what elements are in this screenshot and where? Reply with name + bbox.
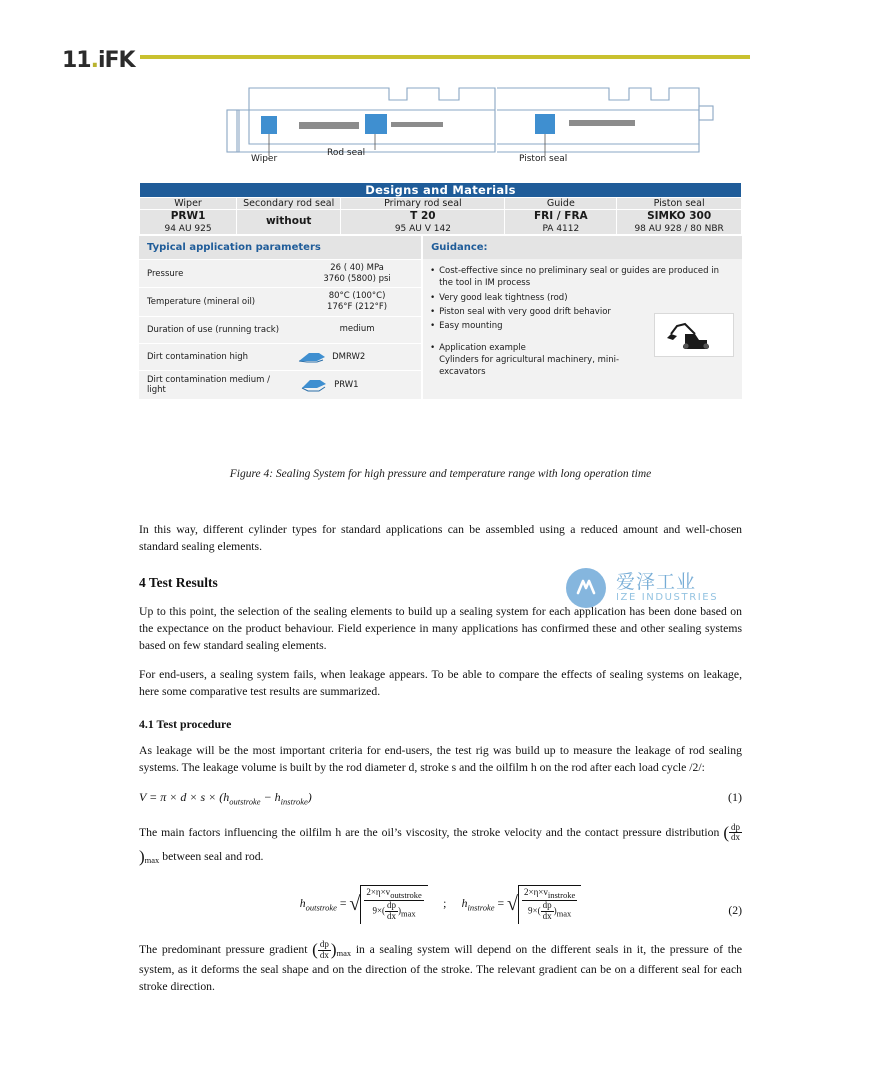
equation-2-number: (2) [728, 904, 742, 918]
num-text: 2×η×v [366, 887, 391, 898]
table-title: Designs and Materials [140, 183, 742, 198]
equation-2 [139, 885, 742, 924]
col-guide: Guide [505, 198, 617, 210]
col-piston-seal: Piston seal [617, 198, 742, 210]
table-product-row [140, 210, 742, 235]
eq2-left-sub: outstroke [305, 902, 337, 913]
fraction-max-label: max [144, 855, 160, 866]
watermark-text-en: IZE INDUSTRIES [616, 592, 719, 604]
inner-den: dx [387, 911, 397, 922]
parameter-key: Dirt contamination medium / light [147, 374, 270, 395]
equation-2-right: $h_{instroke}$ = √ 2×η×vinstroke 9×( $\frac{dp}{dx}$ )max [462, 897, 582, 910]
fraction-denominator: dx [319, 949, 329, 960]
sqrt-content [518, 885, 581, 924]
product-name: without [265, 215, 312, 227]
num-sub: instroke [547, 889, 576, 900]
parameter-value-line1: 80°C (100°C) [328, 291, 386, 302]
equation-1-body: $V = \pi \times d \times s \times (h_{outstroke} - h_{instroke})$ [139, 790, 312, 807]
parameter-value [293, 260, 421, 287]
parameter-key: Pressure [147, 268, 184, 279]
product-material: PA 4112 [542, 224, 580, 234]
cell-piston-seal [617, 210, 742, 235]
paragraph-3: As leakage will be the most important criteria for end-users, the test rig was build up to measure the leakage of rod sealing systems. The leakage volume is built by the rod diameter d, stroke s and the oilfilm h on the rod after each load cycle /2/: [139, 744, 742, 774]
inner-max: max [556, 908, 572, 919]
eq2-right-lhs: h [461, 897, 468, 911]
sqrt-content [360, 885, 428, 924]
inner-num: dp [542, 900, 552, 911]
parameter-value [293, 347, 421, 367]
cell-wiper [140, 210, 237, 235]
paren-close: ) [139, 846, 145, 866]
guidance-heading: Guidance: [423, 236, 742, 259]
paragraph-5-part-a: The predominant pressure gradient [139, 942, 308, 956]
wiper-seal-icon [299, 377, 329, 393]
product-material: 95 AU V 142 [394, 224, 451, 234]
label-rod-seal: Rod seal [327, 148, 366, 158]
parameter-value-text: PRW1 [334, 379, 359, 390]
fraction [522, 888, 577, 922]
num-text: 2×η×v [524, 887, 548, 898]
parameters-heading: Typical application parameters [139, 236, 421, 259]
fraction-numerator: dp [731, 821, 741, 832]
parameter-row-dirt-medium [139, 370, 421, 399]
col-primary-rod-seal: Primary rod seal [341, 198, 505, 210]
table-title-row [140, 183, 742, 198]
inner-num: dp [387, 900, 397, 911]
cell-secondary-rod-seal [237, 210, 341, 235]
fraction-dp-dx [729, 823, 742, 844]
paragraph-4 [139, 821, 742, 869]
sealing-system-drawing [139, 80, 742, 182]
sqrt-symbol: √ [349, 893, 361, 916]
inner-fraction [385, 901, 398, 922]
guidance-item: • Piston seal with very good drift behavior [439, 306, 734, 318]
parameter-row-temperature [139, 287, 421, 315]
paragraph-5 [139, 938, 742, 995]
wiper-seal-icon [297, 349, 327, 365]
application-example-label: Application example [439, 342, 526, 353]
paragraph-4-part-a: The main factors influencing the oilfilm h are the oil’s viscosity, the stroke velocity and the contact pressure distribution [139, 825, 720, 839]
header-rule [140, 55, 750, 59]
parameter-value-text: DMRW2 [332, 351, 366, 362]
equation-2-left: $h_{outstroke}$ = √ 2×η×voutstroke 9×( $\frac{dp}{dx}$ )max [300, 897, 431, 910]
parameter-value-line2: 3760 (5800) psi [323, 273, 391, 284]
parameter-key: Dirt contamination high [147, 351, 248, 362]
equation-2-separator: ; [443, 897, 447, 911]
fraction-dp-dx [318, 940, 331, 961]
watermark-text-zh: 爱泽工业 [616, 570, 697, 593]
product-name: PRW1 [170, 210, 206, 222]
fraction-max-label: max [336, 948, 352, 959]
den-text: 9× [372, 905, 383, 916]
parameters-guidance-block [139, 235, 742, 399]
inner-max: max [401, 908, 416, 919]
guidance-panel [423, 236, 742, 399]
num-sub: outstroke [390, 889, 422, 900]
ifk-logo [62, 48, 135, 73]
parameter-row-pressure [139, 259, 421, 287]
paren-open: ( [312, 940, 318, 960]
equation-1-number: (1) [728, 790, 742, 805]
fraction-numerator: dp [319, 938, 329, 949]
col-wiper: Wiper [140, 198, 237, 210]
parameter-value [293, 288, 421, 315]
sqrt-symbol: √ [507, 893, 519, 916]
figure-caption: Figure 4: Sealing System for high pressure and temperature range with long operation time [229, 468, 652, 480]
fraction-denominator: 9×( $\frac{dp}{dx}$ )max [528, 900, 572, 922]
parameter-row-dirt-high [139, 343, 421, 370]
inner-fraction [541, 901, 554, 922]
parameter-key: Temperature (mineral oil) [147, 296, 256, 307]
inner-den: dx [542, 911, 552, 922]
paragraph-intro: In this way, different cylinder types for standard applications can be assembled using a reduced amount and well-chosen standard sealing elements. [139, 523, 742, 553]
label-piston-seal: Piston seal [519, 154, 568, 164]
article-body [139, 522, 742, 1008]
designs-materials-table [139, 182, 742, 235]
label-wiper: Wiper [251, 154, 278, 164]
cell-guide [505, 210, 617, 235]
fraction-denominator: dx [731, 832, 741, 843]
paragraph-1: Up to this point, the selection of the sealing elements to build up a sealing system for each application has been done based on the expectance on the product behaviour. Field experience in many applications has confirmed these and other sealing systems based on few standard sealing elements. [139, 605, 742, 652]
logo-number: 11 [62, 48, 91, 73]
logo-dot: . [90, 48, 98, 73]
guidance-item: • Very good leak tightness (rod) [439, 292, 734, 304]
fraction-denominator: 9×( $\frac{dp}{dx}$ )max [372, 900, 416, 922]
excavator-icon [655, 314, 731, 354]
parameters-panel [139, 236, 423, 399]
application-example [439, 342, 649, 379]
application-example-text: Cylinders for agricultural machinery, mini-excavators [439, 354, 620, 378]
den-text: 9× [528, 905, 538, 916]
paren-close: ) [330, 940, 337, 960]
parameter-value-line1: 26 ( 40) MPa [330, 263, 384, 273]
figure-4 [139, 80, 742, 399]
paren-open: ( [723, 822, 730, 842]
product-name: T 20 [410, 210, 436, 222]
eq2-right-sub: instroke [467, 902, 495, 913]
product-material: 98 AU 928 / 80 NBR [634, 224, 724, 234]
guidance-item: • Cost-effective since no preliminary seal or guides are produced in the tool in IM process [439, 265, 734, 290]
excavator-photo [654, 313, 734, 357]
paragraph-4-part-b: between seal and rod. [162, 849, 264, 863]
guidance-item: • Easy mounting [439, 320, 734, 332]
drawing-svg [139, 80, 742, 182]
table-header-row [140, 198, 742, 210]
section-heading-4: 4 Test Results [139, 575, 218, 591]
eq2-left-lhs: h [299, 897, 306, 911]
section-heading-4-1: 4.1 Test procedure [139, 717, 232, 732]
parameter-value-line1: medium [339, 324, 375, 335]
paragraph-5-part-b: in a sealing system will depend on the different seals in it, the pressure of the system, as it deforms the seal shape and on the direction of the stroke. The relevant gradient can be on a different seal for each stroke direction. [139, 942, 743, 993]
cell-primary-rod-seal [341, 210, 505, 235]
parameter-row-duration [139, 316, 421, 343]
logo-text: iFK [97, 48, 135, 73]
product-name: FRI / FRA [533, 210, 588, 222]
product-name: SIMKO 300 [647, 210, 712, 222]
parameter-value-line2: 176°F (212°F) [327, 301, 388, 312]
col-secondary-rod-seal: Secondary rod seal [237, 198, 341, 210]
fraction [364, 888, 424, 922]
paragraph-2: For end-users, a sealing system fails, when leakage appears. To be able to compare the effects of sealing systems on leakage, here some comparative test results are summarized. [139, 668, 742, 698]
parameter-key: Duration of use (running track) [147, 324, 280, 335]
equation-1 [139, 789, 742, 807]
parameter-value [293, 321, 421, 338]
product-material: 94 AU 925 [164, 224, 212, 234]
parameter-value [295, 375, 421, 395]
